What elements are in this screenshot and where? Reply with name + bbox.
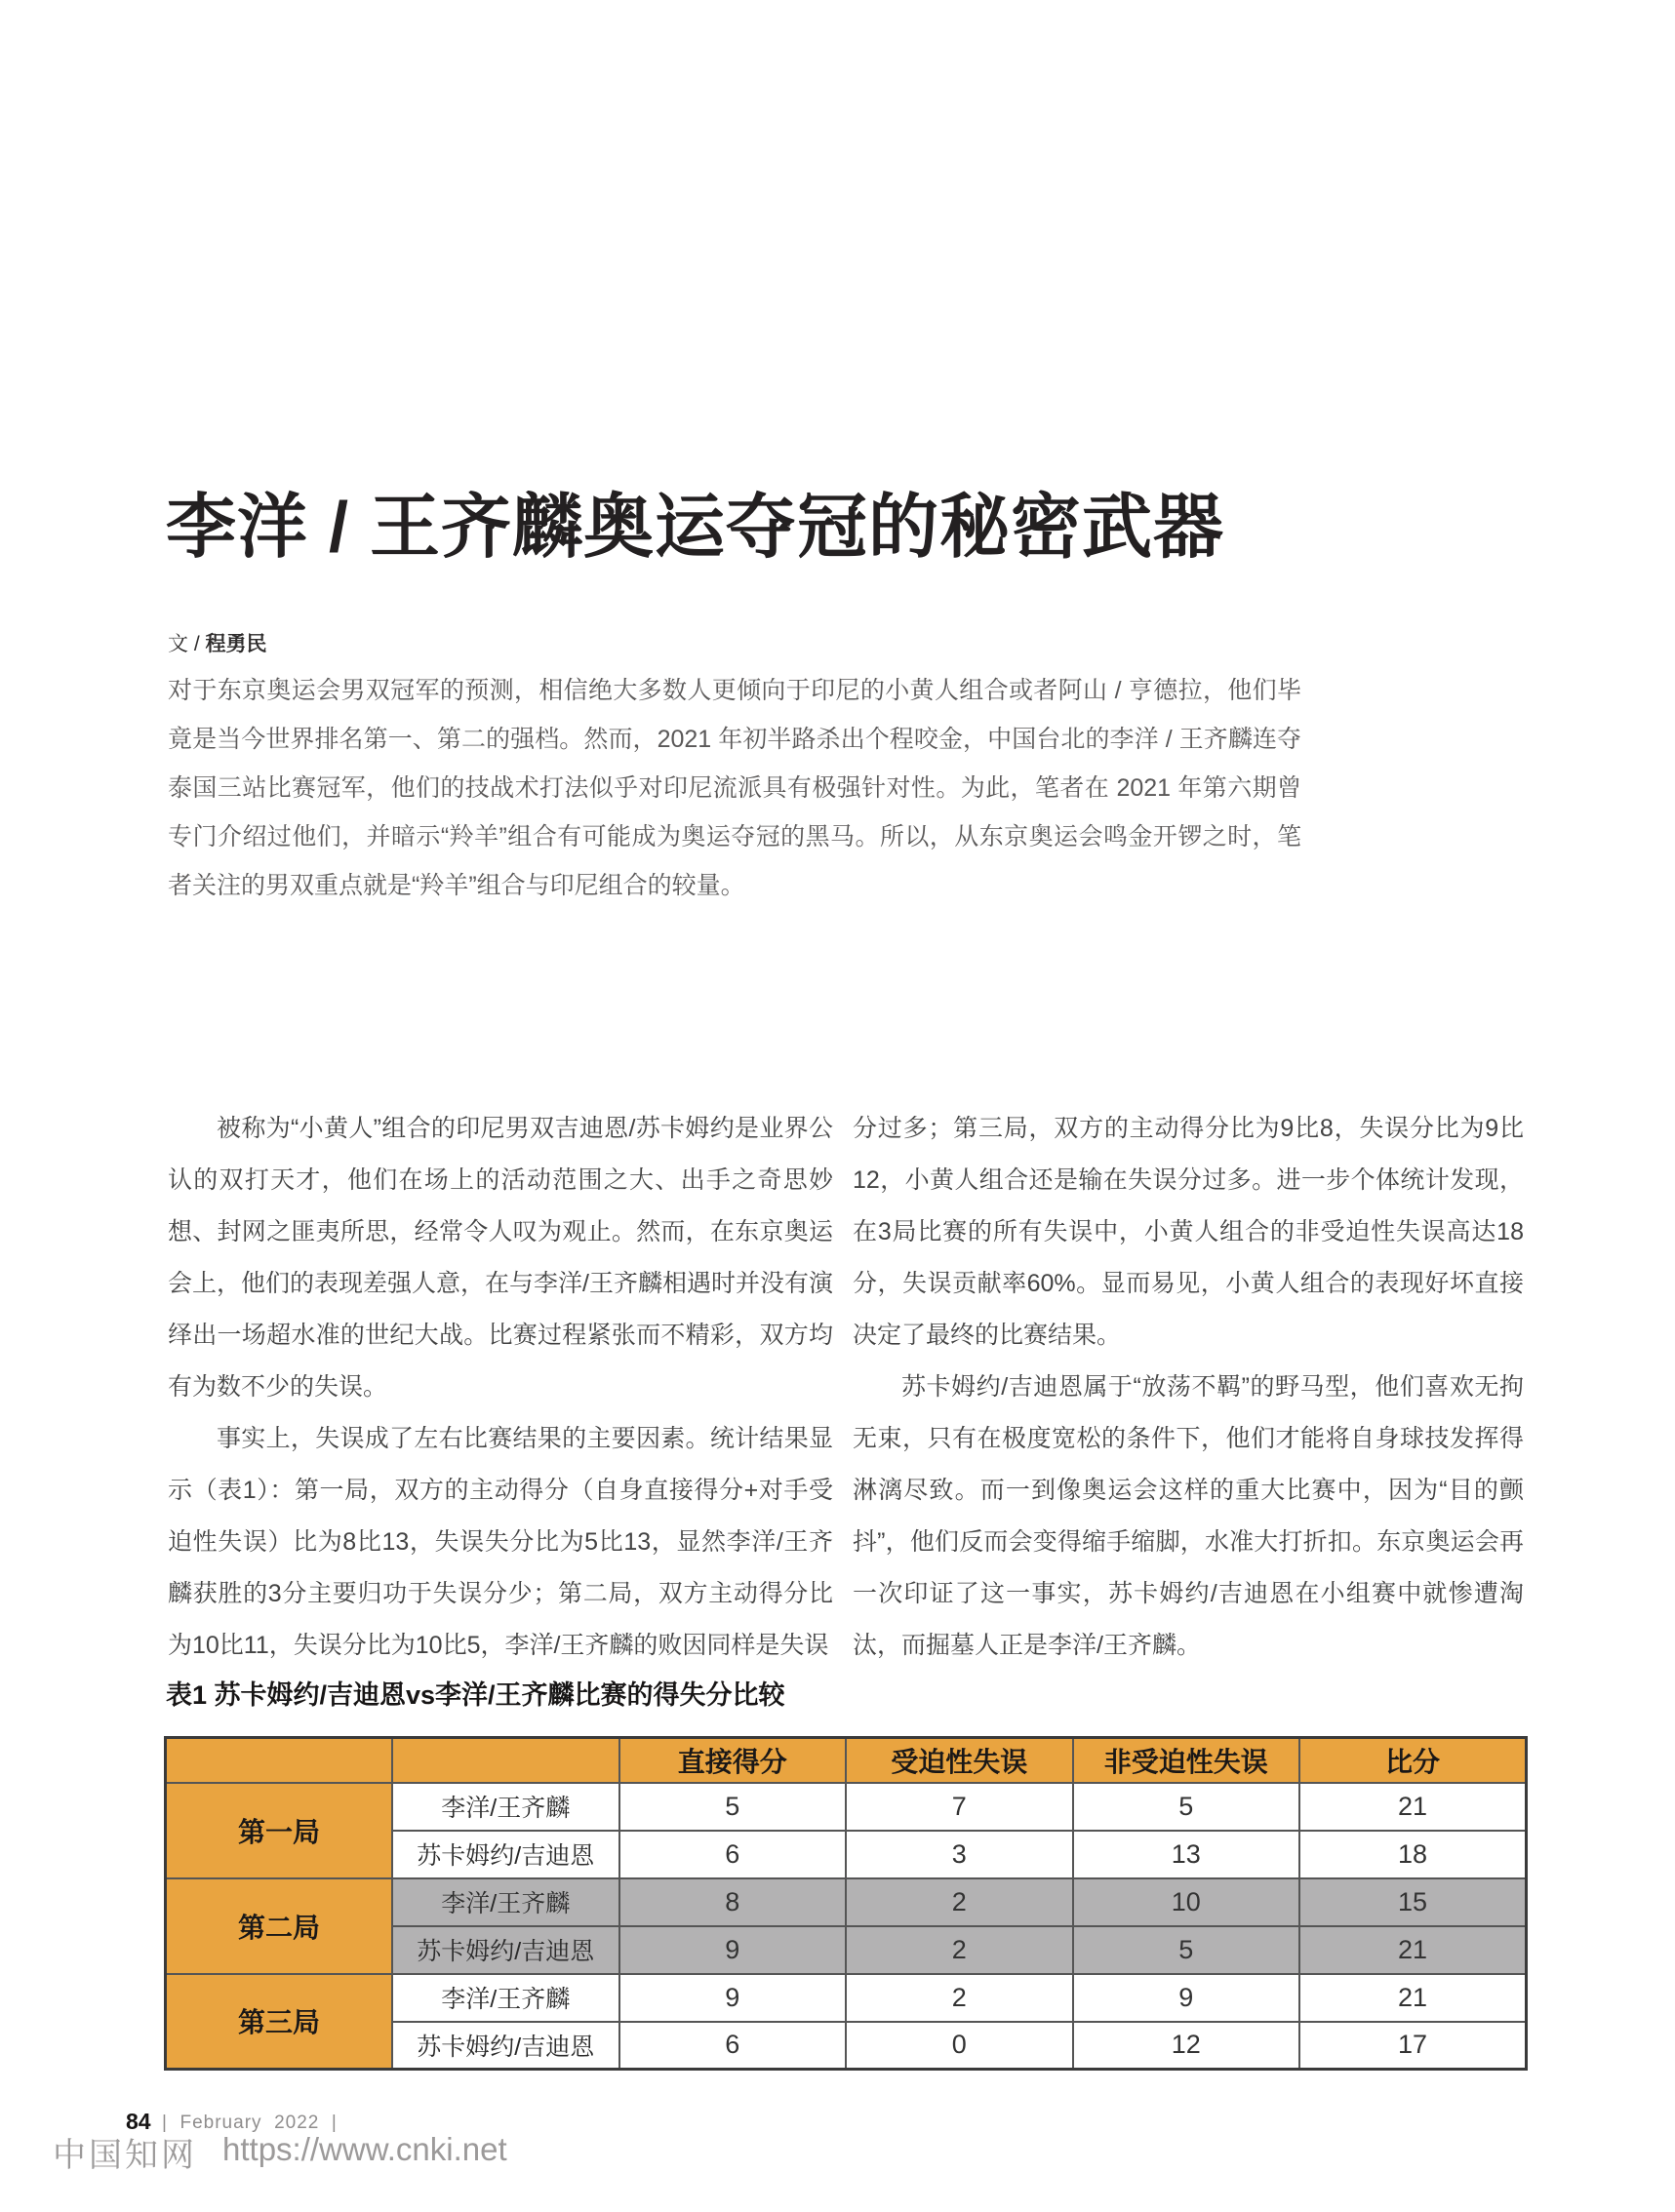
stat-value-cell: 5 xyxy=(1073,1783,1300,1831)
table-header-forced-errors: 受迫性失误 xyxy=(846,1738,1073,1783)
stat-value-cell: 7 xyxy=(846,1783,1073,1831)
stat-value-cell: 15 xyxy=(1299,1878,1527,1926)
stat-value-cell: 6 xyxy=(619,1831,847,1878)
stat-value-cell: 21 xyxy=(1299,1974,1527,2022)
stat-value-cell: 9 xyxy=(619,1974,847,2022)
intro-paragraph: 对于东京奥运会男双冠军的预测，相信绝大多数人更倾向于印尼的小黄人组合或者阿山 / 亨德拉，他们毕竟是当今世界排名第一、第二的强档。然而，2021 年初半路杀出个程咬金，中国台北的李洋 / 王齐麟连夺泰国三站比赛冠军，他们的技战术打法似乎对印尼流派具有极强针对性。为此，笔者在 2021 年第六期曾专门介绍过他们，并暗示“羚羊”组合有可能成为奥运夺冠的黑马。所以，从东京奥运会鸣金开锣之时，笔者关注的男双重点就是“羚羊”组合与印尼组合的较量。 xyxy=(168,677,1301,899)
author-name: 程勇民 xyxy=(205,633,267,655)
stat-value-cell: 21 xyxy=(1299,1783,1527,1831)
article-title: 李洋 / 王齐麟奥运夺冠的秘密武器 xyxy=(166,489,1225,567)
table-row xyxy=(166,1783,1527,1831)
table-body xyxy=(166,1783,1527,2070)
byline xyxy=(168,628,267,657)
stat-value-cell: 2 xyxy=(846,1878,1073,1926)
body-paragraph: 被称为“小黄人”组合的印尼男双吉迪恩/苏卡姆约是业界公认的双打天才，他们在场上的活动范围之大、出手之奇思妙想、封网之匪夷所思，经常令人叹为观止。然而，在东京奥运会上，他们的表现差强人意，在与李洋/王齐麟相遇时并没有演绎出一场超水准的世纪大战。比赛过程紧张而不精彩，双方均有为数不少的失误。 xyxy=(168,1115,833,1401)
table-header-row xyxy=(166,1738,1527,1783)
game-label-cell: 第一局 xyxy=(166,1783,393,1878)
stat-value-cell: 5 xyxy=(619,1783,847,1831)
byline-prefix: 文 / xyxy=(168,633,206,655)
body-paragraph: 事实上，失误成了左右比赛结果的主要因素。统计结果显示（表1）：第一局，双方的主动得分（自身直接得分+对手受迫性失误）比为8比13，失误失分比为5比13，显然李洋/王齐麟获胜的3分主要归功于失误分少；第二局，双方主动得分比为10比11，失误分比为10比5，李洋/王齐麟的败因同样是失误 xyxy=(168,1425,833,1659)
stat-value-cell: 8 xyxy=(619,1878,847,1926)
body-column-left xyxy=(168,1103,833,1672)
stat-value-cell: 18 xyxy=(1299,1831,1527,1878)
body-paragraph: 分过多；第三局，双方的主动得分比为9比8，失误分比为9比12，小黄人组合还是输在失误分过多。进一步个体统计发现，在3局比赛的所有失误中，小黄人组合的非受迫性失误高达18分，失误贡献率60%。显而易见，小黄人组合的表现好坏直接决定了最终的比赛结果。 xyxy=(853,1115,1524,1349)
stat-value-cell: 2 xyxy=(846,1926,1073,1974)
stat-value-cell: 2 xyxy=(846,1974,1073,2022)
team-name-cell: 苏卡姆约/吉迪恩 xyxy=(392,1831,619,1878)
stat-value-cell: 21 xyxy=(1299,1926,1527,1974)
stat-value-cell: 6 xyxy=(619,2022,847,2070)
table-header-score: 比分 xyxy=(1299,1738,1527,1783)
table-header-empty-team xyxy=(392,1738,619,1783)
team-name-cell: 苏卡姆约/吉迪恩 xyxy=(392,1926,619,1974)
page-number: 84 xyxy=(126,2109,151,2134)
stat-value-cell: 3 xyxy=(846,1831,1073,1878)
stat-value-cell: 5 xyxy=(1073,1926,1300,1974)
body-column-right xyxy=(853,1103,1524,1672)
cnki-watermark-text: 中国知网 xyxy=(53,2137,197,2174)
stat-value-cell: 0 xyxy=(846,2022,1073,2070)
table-row xyxy=(166,1974,1527,2022)
team-name-cell: 苏卡姆约/吉迪恩 xyxy=(392,2022,619,2070)
body-paragraph: 苏卡姆约/吉迪恩属于“放荡不羁”的野马型，他们喜欢无拘无束，只有在极度宽松的条件下，他们才能将自身球技发挥得淋漓尽致。而一到像奥运会这样的重大比赛中，因为“目的颤抖”，他们反而会变得缩手缩脚，水准大打折扣。东京奥运会再一次印证了这一事实，苏卡姆约/吉迪恩在小组赛中就惨遭淘汰，而掘墓人正是李洋/王齐麟。 xyxy=(853,1373,1524,1659)
team-name-cell: 李洋/王齐麟 xyxy=(392,1974,619,2022)
game-label-cell: 第二局 xyxy=(166,1878,393,1974)
stat-value-cell: 9 xyxy=(619,1926,847,1974)
table-header-unforced-errors: 非受迫性失误 xyxy=(1073,1738,1300,1783)
table-row xyxy=(166,1878,1527,1926)
stat-value-cell: 17 xyxy=(1299,2022,1527,2070)
table-header-empty-game xyxy=(166,1738,393,1783)
team-name-cell: 李洋/王齐麟 xyxy=(392,1783,619,1831)
team-name-cell: 李洋/王齐麟 xyxy=(392,1878,619,1926)
stat-value-cell: 12 xyxy=(1073,2022,1300,2070)
score-comparison-table xyxy=(164,1736,1528,2071)
table-title: 表1 苏卡姆约/吉迪恩vs李洋/王齐麟比赛的得失分比较 xyxy=(166,1680,785,1710)
game-label-cell: 第三局 xyxy=(166,1974,393,2070)
stat-value-cell: 9 xyxy=(1073,1974,1300,2022)
table-header-direct-points: 直接得分 xyxy=(619,1738,847,1783)
issue-date: | February 2022 | xyxy=(162,2113,338,2133)
stat-value-cell: 13 xyxy=(1073,1831,1300,1878)
stat-value-cell: 10 xyxy=(1073,1878,1300,1926)
cnki-watermark-url: https://www.cnki.net xyxy=(222,2131,507,2167)
